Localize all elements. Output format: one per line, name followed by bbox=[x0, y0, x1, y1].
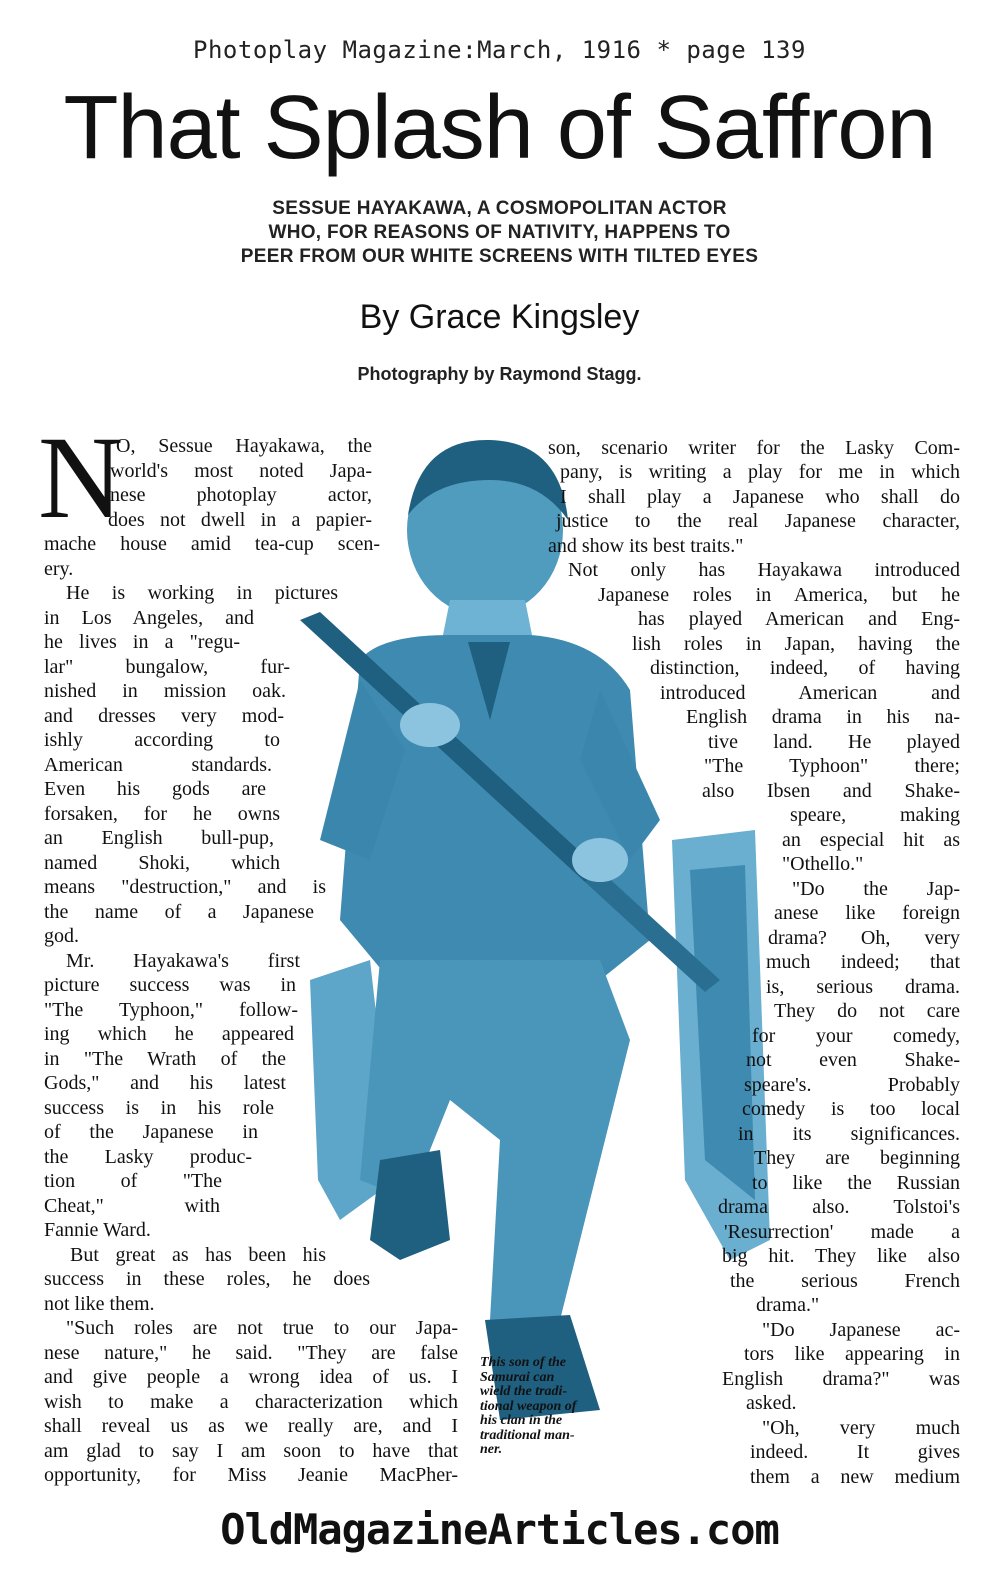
text-line: ishly according to bbox=[44, 729, 280, 751]
text-line: Gods," and his latest bbox=[44, 1072, 286, 1094]
text-line: mache house amid tea-cup scen- bbox=[44, 533, 380, 555]
text-line: an English bull-pup, bbox=[44, 827, 274, 849]
text-line: He is working in pictures bbox=[66, 582, 338, 604]
text-line: is, serious drama. bbox=[766, 976, 960, 998]
article-subtitle bbox=[0, 197, 999, 269]
text-line: asked. bbox=[746, 1392, 797, 1414]
text-line: introduced American and bbox=[660, 682, 960, 704]
text-line: does not dwell in a papier- bbox=[108, 509, 372, 531]
text-line: and dresses very mod- bbox=[44, 705, 284, 727]
text-line: much indeed; that bbox=[766, 951, 960, 973]
text-line: Even his gods are bbox=[44, 778, 266, 800]
text-line: "Do Japanese ac- bbox=[762, 1319, 960, 1341]
text-line: Not only has Hayakawa introduced bbox=[568, 559, 960, 581]
caption-line: Samurai can bbox=[480, 1369, 555, 1385]
text-line: wish to make a characterization which bbox=[44, 1391, 458, 1413]
text-line: for your comedy, bbox=[752, 1025, 960, 1047]
text-line: nese photoplay actor, bbox=[110, 484, 372, 506]
text-line: lish roles in Japan, having the bbox=[632, 633, 960, 655]
dateline: Photoplay Magazine:March, 1916 * page 139 bbox=[193, 36, 806, 64]
text-line: drama." bbox=[756, 1294, 820, 1316]
text-line: Cheat," with bbox=[44, 1195, 220, 1217]
text-line: speare's. Probably bbox=[744, 1074, 960, 1096]
text-line: tive land. He played bbox=[708, 731, 960, 753]
text-line: them a new medium bbox=[750, 1466, 960, 1488]
text-line: the Lasky produc- bbox=[44, 1146, 252, 1168]
text-line: They do not care bbox=[774, 1000, 960, 1022]
caption-line: ner. bbox=[480, 1442, 503, 1457]
text-line: and give people a wrong idea of us. I bbox=[44, 1366, 458, 1388]
caption-line: his clan in the bbox=[480, 1413, 563, 1428]
text-line: means "destruction," and is bbox=[44, 876, 326, 898]
text-line: not even Shake- bbox=[746, 1049, 960, 1071]
text-line: I shall play a Japanese who shall do bbox=[560, 486, 960, 508]
text-line: forsaken, for he owns bbox=[44, 803, 280, 825]
text-line: O, Sessue Hayakawa, the bbox=[116, 435, 372, 457]
subtitle-line: PEER FROM OUR WHITE SCREENS WITH TILTED EYES bbox=[240, 246, 759, 267]
text-line: indeed. It gives bbox=[750, 1441, 960, 1463]
text-line: anese like foreign bbox=[774, 902, 960, 924]
text-line: am glad to say I am soon to have that bbox=[44, 1440, 458, 1462]
text-line: 'Resurrection' made a bbox=[724, 1221, 960, 1243]
caption-line: traditional man- bbox=[480, 1427, 575, 1443]
text-line: god. bbox=[44, 925, 79, 947]
text-line: to like the Russian bbox=[752, 1172, 960, 1194]
text-line: big hit. They like also bbox=[722, 1245, 960, 1267]
photo-credit: Photography by Raymond Stagg. bbox=[357, 364, 642, 384]
text-line: success in these roles, he does bbox=[44, 1268, 370, 1290]
text-line: in "The Wrath of the bbox=[44, 1048, 286, 1070]
text-line: shall reveal us as we really are, and I bbox=[44, 1415, 458, 1437]
text-line: "Oh, very much bbox=[762, 1417, 960, 1439]
text-line: justice to the real Japanese character, bbox=[556, 510, 960, 532]
text-line: "The Typhoon," follow- bbox=[44, 999, 298, 1021]
text-line: picture success was in bbox=[44, 974, 296, 996]
text-line: speare, making bbox=[790, 804, 960, 826]
caption-line: wield the tradi- bbox=[480, 1384, 568, 1399]
text-line: English drama?" was bbox=[722, 1368, 960, 1390]
text-line: has played American and Eng- bbox=[638, 608, 960, 630]
text-line: Fannie Ward. bbox=[44, 1219, 151, 1241]
text-line: the name of a Japanese bbox=[44, 901, 314, 923]
drop-cap: N bbox=[38, 412, 124, 543]
text-line: and show its best traits." bbox=[548, 535, 744, 557]
text-line: "The Typhoon" there; bbox=[704, 755, 960, 777]
text-line: ing which he appeared bbox=[44, 1023, 294, 1045]
text-line: world's most noted Japa- bbox=[110, 460, 372, 482]
text-line: in its significances. bbox=[738, 1123, 960, 1145]
text-line: also Ibsen and Shake- bbox=[702, 780, 960, 802]
text-line: success is in his role bbox=[44, 1097, 274, 1119]
text-line: tion of "The bbox=[44, 1170, 222, 1192]
text-line: drama? Oh, very bbox=[768, 927, 960, 949]
subtitle-line: WHO, FOR REASONS OF NATIVITY, HAPPENS TO bbox=[268, 222, 731, 243]
text-line: comedy is too local bbox=[742, 1098, 960, 1120]
photo-caption bbox=[480, 1356, 615, 1458]
byline: By Grace Kingsley bbox=[359, 298, 640, 336]
text-line: he lives in a "regu- bbox=[44, 631, 240, 653]
text-line: pany, is writing a play for me in which bbox=[560, 461, 960, 483]
text-line: "Such roles are not true to our Japa- bbox=[66, 1317, 458, 1339]
text-line: nished in mission oak. bbox=[44, 680, 286, 702]
text-line: Mr. Hayakawa's first bbox=[66, 950, 300, 972]
text-line: the serious French bbox=[730, 1270, 960, 1292]
text-line: lar" bungalow, fur- bbox=[44, 656, 290, 678]
text-line: "Do the Jap- bbox=[792, 878, 960, 900]
text-line: not like them. bbox=[44, 1293, 155, 1315]
text-line: Japanese roles in America, but he bbox=[598, 584, 960, 606]
text-line: English drama in his na- bbox=[686, 706, 960, 728]
text-line: named Shoki, which bbox=[44, 852, 280, 874]
text-line: distinction, indeed, of having bbox=[650, 657, 960, 679]
text-line: in Los Angeles, and bbox=[44, 607, 254, 629]
text-line: opportunity, for Miss Jeanie MacPher- bbox=[44, 1464, 458, 1486]
article-title: That Splash of Saffron bbox=[63, 78, 936, 178]
text-line: "Othello." bbox=[782, 853, 864, 875]
text-line: American standards. bbox=[44, 754, 272, 776]
text-line: tors like appearing in bbox=[744, 1343, 960, 1365]
text-line: But great as has been his bbox=[70, 1244, 326, 1266]
text-line: son, scenario writer for the Lasky Com- bbox=[548, 437, 960, 459]
text-line: ery. bbox=[44, 558, 74, 580]
subtitle-line: SESSUE HAYAKAWA, A COSMOPOLITAN ACTOR bbox=[272, 198, 727, 219]
text-line: nese nature," he said. "They are false bbox=[44, 1342, 458, 1364]
text-line: They are beginning bbox=[754, 1147, 960, 1169]
text-line: an especial hit as bbox=[782, 829, 960, 851]
caption-line: tional weapon of bbox=[480, 1398, 577, 1414]
text-line: drama also. Tolstoi's bbox=[718, 1196, 960, 1218]
site-watermark: OldMagazineArticles.com bbox=[220, 1505, 779, 1554]
text-line: of the Japanese in bbox=[44, 1121, 258, 1143]
caption-line: This son of the bbox=[480, 1355, 566, 1370]
